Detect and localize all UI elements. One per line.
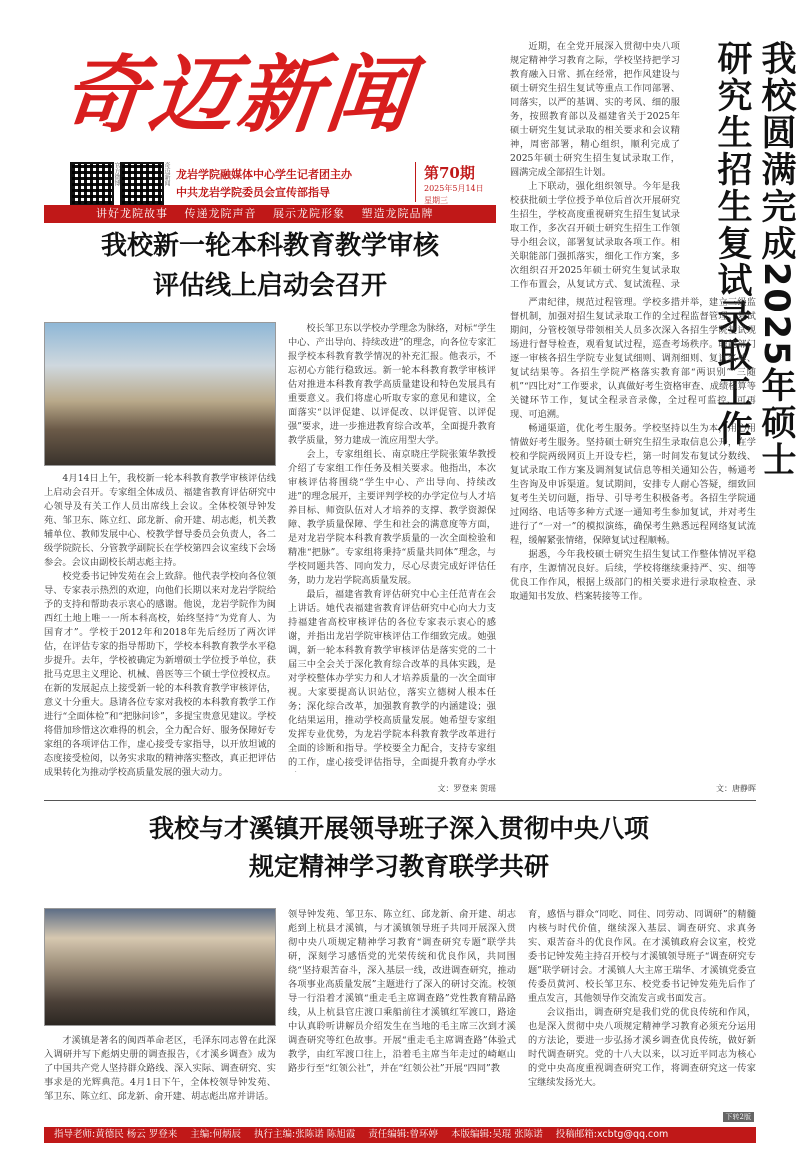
section-divider bbox=[44, 800, 756, 801]
article1-para-4: 会上，专家组组长、南京晓庄学院张策华教授介绍了专家组工作任务及相关要求。他指出，本次审核评估将围绕“学生中心、产出导向、持续改进”的理念展开，主要评判学校的办学定位与人才培养目标、师资队伍对人才培养的支撑、教学资源保障、教学质量保障、学生和社会的满意度等方面，是对龙岩学院本科教育教学质量的一次全面检验和精准“把脉”。专家组将秉持“质量共同体”理念，与学校同题共答、同向发力，尽心尽责完成好评估任务，助力龙岩学院高质量发展。 bbox=[288, 449, 496, 586]
continued-page-mark[interactable]: 下转2版 bbox=[723, 1112, 754, 1122]
footer-chief-editor: 主编:何炳辰 bbox=[190, 1129, 241, 1140]
article1-para-2: 校党委书记钟发苑在会上致辞。他代表学校向各位领导、专家表示热烈的欢迎，向他们长期以来对龙岩学院给予的支持和帮助表示衷心的感谢。他说，龙岩学院作为闽西红土地上唯一一所本科高校，始终坚持“为党育人、为国育才”。学校于2012年和2018年先后经历了两次评估，在评估专家的指导帮助下，学校本科教育教学水平稳步提升。去年，学校被确定为新增硕士学位授予单位，获批马克思主义理论、机械、兽医等三个硕士学位授权点。在新的发展起点上接受新一轮的本科教育教学审核评估，意义十分重大。恳请各位专家对我校的本科教育教学工作进行“全面体检”和“把脉问诊”，多提宝贵意见建议。学校将借加珍惜这次难得的机会，全力配合好、服务保障好专家组的各项评估工作，虚心接受专家指导，以开放坦诚的态度接受检阅，以务实求取的精神落实整改，真正把评估成果转化为推动学校高质量发展的强大动力。 bbox=[44, 571, 276, 778]
article2-para-2: 上下联动，强化组织领导。今年是我校获批硕士学位授予单位后首次开展研究生招生，学校高度重视研究生招生复试录取工作，多次召开硕士研究生招生工作领导小组会议，部署复试录取各项工作。相关职能部门强抓落实，细化工作方案，多次组织召开2025年硕士研究生复试录取工作布置会，从复试方式、复试流程、录 bbox=[510, 181, 680, 290]
footer-layout-editor: 本版编辑:吴琨 张陈诺 bbox=[451, 1129, 543, 1140]
article2-para-1: 近期，在全党开展深入贯彻中央八项规定精神学习教育之际，学校坚持把学习教育融入日常、抓在经常，把作风建设与硕士研究生招生复试等重点工作同部署、同落实，以严的基调、实的考风、细的服务，按照教育部以及福建省关于2025年硕士研究生复试录取的相关要求和会议精神，周密部署，精心组织，顺利完成了2025年硕士研究生招生复试录取工作，圆满完成全部招生计划。 bbox=[510, 41, 680, 178]
slogan-1: 讲好龙院故事 bbox=[96, 207, 168, 220]
article2-para-5: 据悉，今年我校硕士研究生招生复试工作整体情况平稳有序，生源情况良好。后续，学校将继续秉持严、实、细等优良工作作风，根据上级部门的相关要求进行录取检查、录取通知书发放、档案转接等工作。 bbox=[510, 549, 756, 602]
qr-code-weibo[interactable] bbox=[70, 162, 114, 206]
article1-para-1: 4月14日上午，我校新一轮本科教育教学审核评估线上启动会召开。专家组全体成员、福建省教育评估研究中心领导及有关工作人员出席线上会议。全体校领导钟发苑、邹卫东、陈立红、邱龙新、俞开建、胡志彪，机关教辅单位、教师发展中心、校教学督导委员会负责人，各二级学院院长、分管教学副院长在学校第四会议室线下会场参会。会议由副校长胡志彪主持。 bbox=[44, 473, 276, 568]
article3-headline[interactable] bbox=[44, 810, 754, 886]
article2-para-3: 严肃纪律，规范过程管理。学校多措并举，建立三级监督机制，加强对招生复试录取工作的全过程监督管理。复试期间，分管校领导带领相关人员多次深入各招生学院复试现场进行督导检查，观看复试过程，巡查考场秩序。职能部门逐一审核各招生学院专业复试细则、调剂细则、复试名单、复试结果等。各招生学院严格落实教育部“两识别”“三随机”“四比对”工作要求，认真做好考生资格审查、成绩核算等关键环节工作，复试全程录音录像，全过程可监控、可再现、可追溯。 bbox=[510, 297, 756, 420]
article2-col2 bbox=[510, 296, 756, 776]
article3-col1 bbox=[44, 1034, 276, 1120]
slogan-3: 展示龙院形象 bbox=[273, 207, 345, 220]
article1-title-line1: 我校新一轮本科教育教学审核 bbox=[100, 231, 439, 261]
footer-credits-bar bbox=[44, 1127, 756, 1143]
slogan-bar bbox=[44, 205, 496, 223]
footer-duty-editor: 责任编辑:曾环婷 bbox=[368, 1129, 438, 1140]
article3-para-3: 育，感悟与群众“同吃、同住、同劳动、同调研”的精髓内核与时代价值，继续深入基层、调查研究、求真务实、艰苦奋斗的优良作风。在才溪镇政府会议室，校党委书记钟发苑主持召开校与才溪镇领导班子“调查研究专题”联学研讨会。才溪镇人大主席王瑞华、才溪镇党委宣传委员黄河、校长邹卫东、校党委书记钟发苑先后作了重点发言，其他领导作交流发言或书面发言。 bbox=[528, 909, 756, 1004]
qr-label-news: 奇迈新闻 bbox=[163, 162, 170, 186]
issue-weekday: 星期三 bbox=[424, 196, 448, 205]
article1-byline: 文：罗登来 贺瑶 bbox=[437, 784, 496, 793]
footer-advisors: 指导老师:黄德民 杨云 罗登来 bbox=[54, 1129, 178, 1140]
article1-photo[interactable] bbox=[44, 322, 276, 466]
slogan-4: 塑造龙院品牌 bbox=[361, 207, 434, 220]
footer-email[interactable]: 投稿邮箱:xcbtg@qq.com bbox=[555, 1129, 669, 1140]
article3-photo[interactable] bbox=[44, 908, 276, 1026]
issue-date: 2025年5月14日 bbox=[424, 184, 484, 193]
article3-col3 bbox=[528, 908, 756, 1108]
masthead-title: 奇迈新闻 bbox=[56, 45, 420, 144]
article3-title-line1: 我校与才溪镇开展领导班子深入贯彻中央八项 bbox=[148, 814, 649, 843]
slogan-2: 传递龙院声音 bbox=[184, 207, 257, 220]
qr-label-weibo: 官方微博 bbox=[113, 162, 120, 186]
article3-para-2: 领导钟发苑、邹卫东、陈立红、邱龙新、俞开建、胡志彪到上杭县才溪镇，与才溪镇领导班子共同开展深入贯彻中央八项规定精神学习教育“调查研究专题”联学共研，深刻学习感悟党的光荣传统和优良作风，共同围绕“坚持艰苦奋斗，深入基层一线，改进调查研究，推动各项事业高质量发展”主题进行了深入的研讨交流。校领导一行沿着才溪镇“重走毛主席调查路”党性教育精品路线，从上杭县官庄渡口乘船前往才溪镇红军渡口，路途中认真聆听讲解员介绍发生在当地的毛主席三次到才溪调查研究等红色故事。开展“重走毛主席调查路”体验式教学，由红军渡口往上，沿着毛主席当年走过的崎岖山路步行至“红领公社”，并在“红领公社”开展“四同”教 bbox=[288, 909, 516, 1074]
article3-para-1: 才溪镇是著名的闽西革命老区，毛泽东同志曾在此深入调研并写下彪炳史册的调查报告，《才溪乡调查》成为了中国共产党人坚持群众路线、深入实际、调查研究、实事求是的光辉典范。4月1日下午，全体校领导钟发苑、邹卫东、陈立红、邱龙新、俞开建、胡志彪出席并讲话。 bbox=[44, 1035, 276, 1102]
article1-col2 bbox=[288, 322, 496, 772]
org-line-1: 龙岩学院融媒体中心学生记者团主办 bbox=[176, 168, 352, 181]
article1-col1 bbox=[44, 472, 276, 797]
article3-title-line2: 规定精神学习教育联学共研 bbox=[248, 852, 549, 881]
article1-para-3: 校长邹卫东以学校办学理念为脉络，对标“学生中心、产出导向、持续改进”的理念，向各位专家汇报学校本科教育教学情况的补充汇报。他表示，不忘初心方能行稳致远。新一轮本科教育教学审核评估对推进本科教育教学高质量建设和特色发展具有重要意义。我们将虚心听取专家的意见和建议，全面落实“以评促建、以评促改、以评促管、以评促强”要求，进一步推进教育综合改革，全面提升教育教学质量，努力建成一流应用型大学。 bbox=[288, 323, 496, 446]
footer-exec-editor: 执行主编:张陈诺 陈旭霞 bbox=[254, 1129, 356, 1140]
issue-box bbox=[415, 162, 496, 205]
article3-col2 bbox=[288, 908, 516, 1120]
article1-headline[interactable] bbox=[44, 226, 496, 306]
org-line-2: 中共龙岩学院委员会宣传部指导 bbox=[176, 186, 330, 199]
article2-col1 bbox=[510, 40, 680, 290]
article2-para-4: 畅通渠道，优化考生服务。学校坚持以生为本，用心用情做好考生服务。坚持硕士研究生招生录取信息公开，在学校和学院两级网页上开设专栏，第一时间发布复试分数线、复试录取工作方案及调剂复试信息等相关通知公告，畅通考生咨询及申诉渠道。复试期间，安排专人耐心答疑，细致回复考生关切问题，指导、引导考生积极备考。各招生学院通过网络、电话等多种方式逐一通知考生参加复试，并对考生进行了“一对一”的模拟演练，确保考生熟悉远程网络复试流程，缓解紧张情绪，保障复试过程顺畅。 bbox=[510, 423, 756, 546]
article2-vertical-headline[interactable]: 我校圆满完成2025年硕士研究生招生复试录取工作 bbox=[712, 40, 796, 479]
article1-title-line2: 评估线上启动会召开 bbox=[152, 271, 387, 301]
issue-number: 第70期 bbox=[424, 164, 475, 182]
article3-para-4: 会议指出，调查研究是我们党的优良传统和作风，也是深入贯彻中央八项规定精神学习教育必须充分运用的方法论，要进一步弘扬才溪乡调查优良传统，做好新时代调查研究。党的十八大以来，以习近平同志为核心的党中央高度重视调查研究工作，将调查研究这一传家宝继续发扬光大。 bbox=[528, 1007, 756, 1088]
article1-para-5: 最后，福建省教育评估研究中心主任范青在会上讲话。她代表福建省教育评估研究中心向大力支持福建省高校审核评估的各位专家表示衷心的感谢，并指出龙岩学院审核评估工作细致完成。她强调，新一轮本科教育教学审核评估是落实党的二十届三中全会关于深化教育综合改革的具体实践，是对学校整体办学实力和人才培养质量的一次全面审视。大家要提高认识站位，落实立德树人根本任务；深化综合改革，加强教育教学的内涵建设；强化结果运用，推动学校高质量发展。她希望专家组发挥专业优势，为龙岩学院本科教育教学改革进行全面的诊断和指导。学校要全力配合，支持专家组的工作，虚心接受评估指导，全面提升教育办学水 bbox=[288, 589, 496, 768]
qr-code-news[interactable] bbox=[120, 162, 164, 206]
article2-byline: 文：唐静晖 bbox=[716, 784, 756, 793]
